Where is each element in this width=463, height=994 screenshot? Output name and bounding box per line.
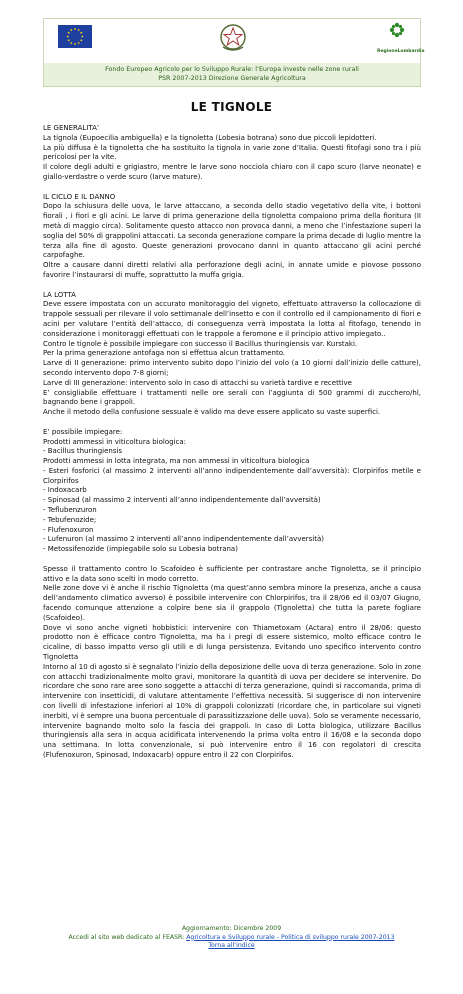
- body-paragraph: E’ consigliabile effettuare i trattamenti nelle ore serali con l’aggiunta di 500 grammi di zucchero/hl, bagnando bene i grappoli.: [43, 388, 421, 407]
- document-body: [43, 124, 421, 761]
- body-paragraph: Deve essere impostata con un accurato monitoraggio del vigneto, effettuato attraverso la collocazione di trappole sessuali per rilevare il volo settimanale dell’insetto e con il controllo ed il campionamento di fiori e acini per valutare l’entità dell’attacco, di conseguenza verrà impostata la lotta al fitofago, tenendo in considerazione i monitoraggi effettuati con le trappole a feromone e il principio attivo impiegato..: [43, 300, 421, 338]
- paragraph-spacer: [43, 183, 421, 193]
- paragraph-spacer: [43, 555, 421, 565]
- body-paragraph: Per la prima generazione antofaga non si effettua alcun trattamento.: [43, 349, 286, 358]
- body-paragraph: Oltre a causare danni diretti relativi alla perforazione degli acini, in annate umide e piovose possono favorire l’instaurarsi di muffe, soprattutto la muffa grigia.: [43, 261, 421, 279]
- site-line: [0, 934, 463, 943]
- site-prefix: Accedi al sito web dedicato al FEASR:: [68, 933, 187, 941]
- body-paragraph: Prodotti ammessi in lotta integrata, ma non ammessi in viticoltura biologica: [43, 457, 310, 466]
- body-paragraph: Dopo la schiusura delle uova, le larve attaccano, a seconda dello stadio vegetativo della vite, i bottoni fiorali , i fiori e gli acini. Le larve di prima generazione della tignoletta compaiono prima della fioritura (II metà di maggio circa). Solitamente questo attacco non provoca danni, a meno che l’infestazione superi la soglia del 50% di grappolini attaccati. La seconda generazione compare la prima decade di luglio mentre la terza alla fine di agosto. Queste generazioni provocano danni in quanto attaccano gli acini perché carpofaghe.: [43, 202, 421, 260]
- body-paragraph: Il colore degli adulti e grigiastro, mentre le larve sono nocciola chiaro con il capo scuro (larve neonate) e giallo-verdastre o verde scuro (larve mature).: [43, 163, 421, 181]
- body-paragraph: - Flufenoxuron: [43, 525, 94, 534]
- body-paragraph: - Tebufenozide;: [43, 515, 97, 524]
- body-paragraph: - Metossifenozide (impiegabile solo su Lobesia botrana): [43, 545, 238, 554]
- feasr-site-link[interactable]: Agricoltura e Sviluppo rurale - Politica di sviluppo rurale 2007-2013: [186, 933, 395, 941]
- body-paragraph: Anche il metodo della confusione sessuale è valido ma deve essere applicato su vaste superfici.: [43, 408, 381, 417]
- back-to-index-link[interactable]: Torna all’indice: [208, 942, 255, 950]
- body-paragraph: La più diffusa è la tignoletta che ha sostituito la tignola in varie zone d’Italia. Questi fitofagi sono tra i più pericolosi per la vite.: [43, 143, 421, 162]
- eu-flag-icon: [58, 25, 92, 48]
- body-paragraph: E’ possibile impiegare:: [43, 427, 123, 436]
- body-paragraph: Spesso il trattamento contro lo Scafoideo è sufficiente per contrastare anche Tignoletta, se il principio attivo e la data sono scelti in modo corretto.: [43, 564, 421, 583]
- body-paragraph: Intorno al 10 di agosto si è segnalato l’inizio della deposizione delle uova di terza generazione. Solo in zone con attacchi tradizionalmente molto gravi, monitorare la quantità di uova per decidere se intervenire. Do ricordare che sono rare aree sono soggette a attacchi di terza generazione, quindi si raccomanda, prima di intervenire con insetticidi, di valutare attentamente l’effettiva necessità. Si suggerisce di non intervenire con livelli di infestazione inferiori al 10% di grappoli colonizzati (ricordare che, in particolare sui vigneti inerbiti, vi è sempre una buona percentuale di parassitizzazione delle uova). Solo se veramente necessario, intervenire bagnando molto solo la fascia dei grappoli. In caso di Lotta biologica, utilizzare Bacillus thuringiensis alla sera in acqua acidificata intervenendo la prima volta entro il 16/08 e la seconda dopo una settimana. In lotta convenzionale, si può intervenire entro il 16 con regolatori di crescita (Flufenoxuron, Spinosad, Indoxacarb) oppure entro il 22 con Clorpirifos.: [43, 662, 422, 759]
- body-paragraph: - Esteri fosforici (al massimo 2 interventi all’anno indipendentemente dall’avversità): Clorpirifos metile e Clorpirifos: [43, 466, 421, 485]
- body-paragraph: Prodotti ammessi in viticoltura biologica:: [43, 437, 187, 446]
- body-paragraph: Contro le tignole è possibile impiegare con successo il Bacillus thuringiensis var. Kurstaki.: [43, 339, 358, 348]
- update-date: Aggiornamento: Dicembre 2009: [181, 925, 282, 932]
- italian-republic-emblem-icon: [219, 23, 247, 53]
- body-paragraph: Dove vi sono anche vigneti hobbistici: intervenire con Thiametoxam (Actara) entro il 28/06: questo prodotto non è efficace contro Tignoletta, ma ha i pregi di essere sistemico, molto efficace contro le cicaline, di basso impatto verso gli utili e di lunga persistenza. Evitando uno specifico intervento contro Tignoletta: [43, 623, 421, 662]
- page-title: LE TIGNOLE: [190, 100, 273, 114]
- regione-lombardia-logo: [377, 22, 425, 60]
- body-paragraph: - Indoxacarb: [43, 486, 87, 495]
- footer: [0, 925, 463, 951]
- logo-strip: [44, 19, 425, 63]
- body-paragraph: - Teflubenzuron: [43, 506, 97, 515]
- body-paragraph: Larve di III generazione: intervento solo in caso di attacchi su varietà tardive e recettive: [43, 378, 352, 387]
- body-paragraph: - Bacillus thuringiensis: [43, 447, 123, 456]
- body-paragraph: Nelle zone dove vi è anche il rischio Tignoletta (ma quest’anno sembra minore la presenza, anche a causa dell’andamento climatico avverso) è possibile intervenire con Chlorpirifos, tra il 28/06 ed il 03/07 Giugno, facendo comunque attenzione a colpire bene sia il grappolo (Tignoletta) che tutta la parete fogliare (Scafoideo).: [43, 584, 421, 622]
- lombardia-logo-text: RegioneLombardia: [377, 49, 425, 54]
- body-paragraph: Larve di II generazione: primo intervento subito dopo l’inizio del volo (a 10 giorni dall’inizio delle catture), secondo intervento dopo 7-8 giorni;: [43, 359, 421, 377]
- body-paragraph: - Spinosad (al massimo 2 interventi all’anno indipendentemente dall’avversità): [43, 496, 321, 505]
- banner-line-psr: PSR 2007-2013 Direzione Generale Agricoltura: [158, 75, 306, 82]
- body-paragraph: LE GENERALITA’: [43, 124, 100, 132]
- body-paragraph: - Lufenuron (al massimo 2 interventi all’anno indipendentemente dall’avversità): [43, 535, 325, 544]
- paragraph-spacer: [43, 281, 421, 291]
- paragraph-spacer: [43, 418, 421, 428]
- body-paragraph: LA LOTTA: [43, 290, 76, 299]
- header-banner: [43, 18, 425, 87]
- lombardia-rose-icon: [389, 22, 405, 38]
- body-paragraph: La tignola (Eupoecilia ambiguella) e la tignoletta (Lobesia botrana) sono due piccoli lepidotteri.: [43, 133, 377, 142]
- banner-line-feasr: Fondo Europeo Agricolo per lo Sviluppo Rurale: l’Europa investe nelle zone rurali: [105, 66, 359, 73]
- body-paragraph: IL CICLO E IL DANNO: [43, 192, 116, 201]
